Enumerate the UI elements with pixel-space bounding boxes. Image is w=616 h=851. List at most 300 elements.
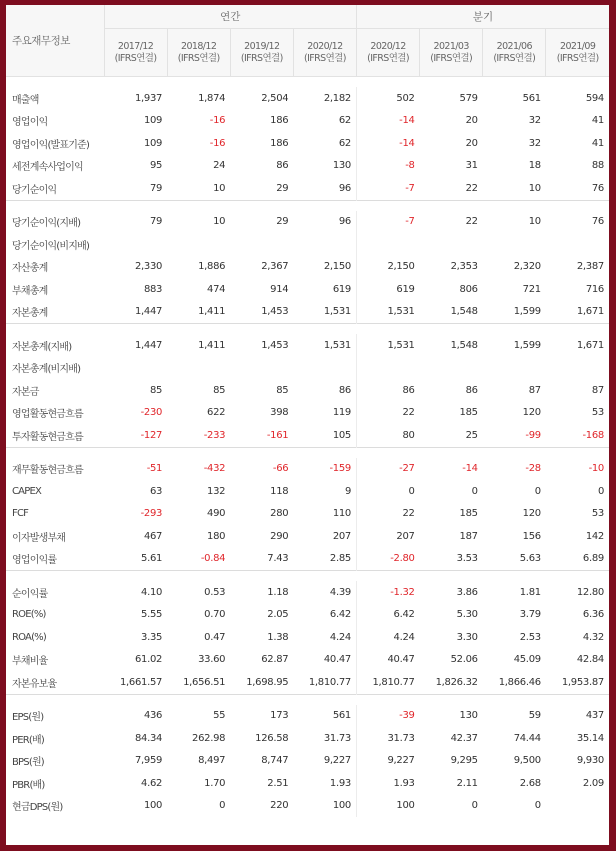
value-cell: 0 (534, 485, 541, 497)
value-cell: 126.58 (255, 732, 289, 744)
value-cell: 2,150 (293, 256, 356, 279)
value-cell: 2,150 (387, 261, 415, 273)
row-label-header: 주요재무정보 (6, 5, 104, 77)
value-cell: 130 (459, 710, 478, 722)
value-cell: 29 (276, 216, 289, 228)
group-spacer-cell (6, 77, 609, 88)
value-cell: 40.47 (387, 654, 415, 666)
table-row (6, 424, 609, 447)
table-row (6, 525, 609, 548)
value-cell: 436 (143, 710, 163, 722)
value-cell: 20 (465, 137, 478, 149)
value-cell: 1,548 (450, 306, 478, 318)
value-cell: 0 (219, 800, 226, 812)
period-basis: (IFRS연결) (430, 52, 473, 64)
value-cell: 41 (591, 137, 604, 149)
value-cell: 207 (293, 525, 356, 548)
table-row (6, 548, 609, 571)
value-cell: 9,930 (576, 755, 604, 767)
value-cell: -14 (462, 463, 478, 475)
value-cell: 110 (293, 503, 356, 526)
table-row (6, 357, 609, 380)
value-cell: 61.02 (134, 654, 163, 666)
table-row (6, 503, 609, 526)
value-cell: -99 (525, 429, 541, 441)
table-row (6, 705, 609, 728)
value-cell: 0.53 (204, 586, 226, 598)
value-cell: 2.53 (519, 631, 541, 643)
value-cell: 95 (150, 160, 163, 172)
table-row (6, 278, 609, 301)
value-cell: 25 (465, 429, 478, 441)
value-cell: 1.18 (267, 586, 289, 598)
value-cell: 109 (143, 137, 163, 149)
value-cell: 3.79 (519, 609, 541, 621)
row-name: 자산총계 (12, 263, 48, 275)
row-name: 자본총계 (12, 308, 48, 320)
value-cell: 1,531 (293, 334, 356, 357)
table-row (6, 87, 609, 110)
value-cell: -39 (399, 710, 415, 722)
value-cell: 437 (585, 710, 604, 722)
period-header (293, 29, 356, 77)
value-cell: 105 (293, 424, 356, 447)
value-cell: 2.05 (267, 609, 289, 621)
value-cell: 883 (143, 283, 163, 295)
value-cell: 119 (293, 402, 356, 425)
table-row (6, 581, 609, 604)
period-date: 2020/12 (370, 40, 406, 52)
value-cell: 1,874 (198, 92, 226, 104)
value-cell: 2,182 (293, 87, 356, 110)
period-basis: (IFRS연결) (556, 52, 599, 64)
table-row (6, 604, 609, 627)
value-cell: 0.47 (204, 631, 226, 643)
value-cell: 467 (143, 530, 163, 542)
value-cell: 2,504 (261, 92, 289, 104)
value-cell: 0 (408, 485, 415, 497)
value-cell: 1,953.87 (561, 676, 604, 688)
value-cell: 22 (402, 508, 415, 520)
value-cell: 398 (270, 407, 289, 419)
value-cell: 1,656.51 (183, 676, 226, 688)
row-name: 자본총계(지배) (12, 341, 72, 353)
table-row (6, 649, 609, 672)
value-cell: 280 (270, 508, 289, 520)
value-cell: 1,937 (134, 92, 163, 104)
value-cell: 207 (396, 530, 415, 542)
period-date: 2021/03 (433, 40, 469, 52)
value-cell: 45.09 (513, 654, 541, 666)
value-cell: 85 (150, 384, 163, 396)
period-date: 2019/12 (244, 40, 280, 52)
value-cell: 0 (471, 485, 478, 497)
group-spacer (6, 694, 609, 705)
value-cell: 96 (293, 211, 356, 234)
value-cell: 87 (591, 384, 604, 396)
value-cell: 2,367 (261, 261, 289, 273)
row-name: 자본금 (12, 386, 39, 398)
value-cell: -293 (140, 508, 163, 520)
period-header (167, 29, 230, 77)
value-cell: 1,531 (293, 301, 356, 324)
table-row (6, 458, 609, 481)
value-cell: 52.06 (450, 654, 478, 666)
value-cell: -432 (203, 463, 226, 475)
value-cell: -7 (405, 216, 415, 228)
period-basis: (IFRS연결) (114, 52, 157, 64)
value-cell: 2,387 (576, 261, 604, 273)
value-cell: 1,411 (198, 339, 226, 351)
value-cell: 0.70 (204, 609, 226, 621)
group-spacer (6, 77, 609, 88)
value-cell (104, 233, 167, 256)
value-cell: 594 (585, 92, 604, 104)
value-cell: 490 (207, 508, 226, 520)
value-cell: 186 (270, 137, 289, 149)
table-header (6, 5, 609, 77)
value-cell (293, 233, 356, 256)
value-cell: 806 (459, 283, 478, 295)
value-cell: 85 (276, 384, 289, 396)
value-cell: 12.80 (576, 586, 604, 598)
value-cell: 561 (293, 705, 356, 728)
period-basis: (IFRS연결) (303, 52, 346, 64)
value-cell: 1.81 (519, 586, 541, 598)
table-row (6, 211, 609, 234)
value-cell: 63 (150, 485, 163, 497)
group-spacer-cell (6, 694, 609, 705)
value-cell (546, 233, 609, 256)
value-cell: 100 (293, 795, 356, 818)
row-name: 영업활동현금흐름 (12, 409, 83, 421)
period-header (104, 29, 167, 77)
value-cell: 5.30 (456, 609, 478, 621)
value-cell (483, 233, 546, 256)
value-cell: 220 (270, 800, 289, 812)
value-cell: 4.62 (141, 777, 163, 789)
row-name: 자본총계(비지배) (12, 364, 81, 376)
value-cell: 42.37 (450, 732, 478, 744)
value-cell: -159 (293, 458, 356, 481)
value-cell: 120 (522, 508, 541, 520)
value-cell: 1,447 (134, 339, 163, 351)
value-cell: 142 (585, 530, 604, 542)
value-cell: 1,826.32 (435, 676, 478, 688)
value-cell: 1,671 (576, 306, 604, 318)
financial-summary-panel (6, 5, 609, 845)
value-cell: 4.39 (293, 581, 356, 604)
table-row (6, 233, 609, 256)
value-cell: 5.55 (141, 609, 163, 621)
value-cell: 10 (528, 216, 541, 228)
value-cell: 2.51 (267, 777, 289, 789)
value-cell: 7.43 (267, 553, 289, 565)
value-cell: 1,531 (387, 306, 415, 318)
value-cell: 1,599 (513, 306, 541, 318)
value-cell: 6.42 (393, 609, 415, 621)
table-row (6, 750, 609, 773)
value-cell: 3.86 (456, 586, 478, 598)
value-cell (357, 357, 420, 380)
value-cell: -1.32 (390, 586, 415, 598)
row-name: ROA(%) (12, 631, 46, 643)
value-cell: 1,866.46 (498, 676, 541, 688)
value-cell: 40.47 (293, 649, 356, 672)
period-date: 2020/12 (307, 40, 343, 52)
value-cell: 5.61 (141, 553, 163, 565)
value-cell: -168 (582, 429, 604, 441)
value-cell: 1,886 (198, 261, 226, 273)
value-cell: 2,353 (450, 261, 478, 273)
table-row (6, 727, 609, 750)
value-cell: 1,599 (513, 339, 541, 351)
value-cell: 1,810.77 (293, 671, 356, 694)
value-cell: 86 (402, 384, 415, 396)
value-cell: 185 (459, 508, 478, 520)
value-cell: 474 (207, 283, 226, 295)
value-cell: 74.44 (513, 732, 541, 744)
value-cell: -27 (399, 463, 415, 475)
value-cell (230, 357, 293, 380)
table-row (6, 626, 609, 649)
value-cell: 31.73 (387, 732, 415, 744)
value-cell: -233 (203, 429, 226, 441)
row-name: 현금DPS(원) (12, 802, 63, 814)
table-row (6, 379, 609, 402)
group-spacer (6, 200, 609, 211)
period-basis: (IFRS연결) (493, 52, 536, 64)
value-cell (420, 233, 483, 256)
value-cell: 59 (528, 710, 541, 722)
table-row (6, 177, 609, 200)
value-cell: 20 (465, 115, 478, 127)
period-header (483, 29, 546, 77)
table-row (6, 256, 609, 279)
value-cell (104, 357, 167, 380)
value-cell: 0 (471, 800, 478, 812)
row-name: 부채총계 (12, 285, 48, 297)
row-name: CAPEX (12, 485, 42, 497)
value-cell: 180 (207, 530, 226, 542)
value-cell (546, 357, 609, 380)
value-cell: 32 (528, 115, 541, 127)
value-cell: 9,227 (293, 750, 356, 773)
value-cell (230, 233, 293, 256)
value-cell: 86 (465, 384, 478, 396)
group-spacer-cell (6, 324, 609, 335)
value-cell: -230 (140, 407, 163, 419)
value-cell: 10 (528, 182, 541, 194)
value-cell: 5.63 (519, 553, 541, 565)
period-date: 2021/06 (496, 40, 532, 52)
period-header (546, 29, 609, 77)
value-cell: 262.98 (192, 732, 226, 744)
value-cell: 290 (270, 530, 289, 542)
value-cell: 9 (293, 480, 356, 503)
period-basis: (IFRS연결) (367, 52, 409, 64)
row-name: 재무활동현금흐름 (12, 465, 83, 477)
table-row (6, 110, 609, 133)
value-cell: 10 (213, 182, 226, 194)
value-cell (167, 233, 230, 256)
value-cell: 18 (528, 160, 541, 172)
value-cell: 1.70 (204, 777, 226, 789)
value-cell: 4.32 (582, 631, 604, 643)
group-spacer-cell (6, 447, 609, 458)
value-cell: 62.87 (261, 654, 289, 666)
row-name: ROE(%) (12, 609, 46, 621)
value-cell: 85 (213, 384, 226, 396)
period-header (230, 29, 293, 77)
value-cell (357, 233, 420, 256)
value-cell (293, 357, 356, 380)
row-name: 영업이익 (12, 117, 48, 129)
value-cell: 2,330 (134, 261, 163, 273)
period-header (420, 29, 483, 77)
table-row (6, 132, 609, 155)
value-cell (483, 357, 546, 380)
value-cell: 8,747 (261, 755, 289, 767)
value-cell: 109 (143, 115, 163, 127)
table-row (6, 671, 609, 694)
period-date: 2021/09 (560, 40, 596, 52)
value-cell: 96 (293, 177, 356, 200)
value-cell: 1,671 (576, 339, 604, 351)
period-date: 2018/12 (181, 40, 217, 52)
value-cell: 622 (207, 407, 226, 419)
row-name: 이자발생부채 (12, 532, 66, 544)
table-row (6, 480, 609, 503)
value-cell: 29 (276, 182, 289, 194)
row-name: 자본유보율 (12, 678, 57, 690)
value-cell: -127 (140, 429, 163, 441)
value-cell: 1,447 (134, 306, 163, 318)
value-cell: 716 (585, 283, 604, 295)
financial-table (6, 5, 609, 817)
value-cell: -16 (209, 137, 226, 149)
period-header (357, 29, 420, 77)
value-cell: 9,295 (450, 755, 478, 767)
table-row (6, 402, 609, 425)
value-cell: 1,810.77 (372, 676, 415, 688)
value-cell: -2.80 (390, 553, 415, 565)
value-cell: 619 (293, 278, 356, 301)
value-cell: 721 (522, 283, 541, 295)
value-cell: -28 (525, 463, 541, 475)
value-cell: 22 (465, 182, 478, 194)
value-cell: 53 (591, 407, 604, 419)
quarterly-group-header: 분기 (357, 5, 610, 29)
value-cell: 10 (213, 216, 226, 228)
value-cell: 3.30 (456, 631, 478, 643)
value-cell: 1,453 (261, 339, 289, 351)
value-cell: 42.84 (576, 654, 604, 666)
value-cell: 2.85 (293, 548, 356, 571)
value-cell: 22 (465, 216, 478, 228)
value-cell: 9,500 (513, 755, 541, 767)
value-cell: 1,531 (387, 339, 415, 351)
value-cell: 1,453 (261, 306, 289, 318)
value-cell: 1,661.57 (119, 676, 163, 688)
row-name: 영업이익률 (12, 555, 57, 567)
value-cell: 1.38 (267, 631, 289, 643)
value-cell: -51 (146, 463, 163, 475)
value-cell: 24 (213, 160, 226, 172)
value-cell: 3.53 (456, 553, 478, 565)
value-cell: 86 (276, 160, 289, 172)
value-cell: 8,497 (198, 755, 226, 767)
value-cell: 31.73 (293, 727, 356, 750)
value-cell: -161 (266, 429, 289, 441)
value-cell: 0 (534, 800, 541, 812)
value-cell: 619 (396, 283, 415, 295)
table-row (6, 301, 609, 324)
value-cell: 79 (150, 216, 163, 228)
row-name: 영업이익(발표기준) (12, 139, 90, 151)
value-cell: 86 (293, 379, 356, 402)
value-cell: -10 (588, 463, 604, 475)
value-cell: 88 (591, 160, 604, 172)
value-cell: 4.10 (141, 586, 163, 598)
value-cell: 1.93 (393, 777, 415, 789)
value-cell: 6.89 (582, 553, 604, 565)
value-cell: 561 (522, 92, 541, 104)
table-row (6, 795, 609, 818)
value-cell: 4.24 (393, 631, 415, 643)
value-cell: 55 (213, 710, 226, 722)
value-cell: 156 (522, 530, 541, 542)
value-cell: 187 (459, 530, 478, 542)
value-cell: 31 (465, 160, 478, 172)
row-name: 당기순이익(지배) (12, 218, 81, 230)
value-cell: 79 (150, 182, 163, 194)
value-cell: 120 (522, 407, 541, 419)
row-name: BPS(원) (12, 757, 44, 769)
value-cell: 100 (396, 800, 415, 812)
row-name: 투자활동현금흐름 (12, 431, 83, 443)
value-cell: 132 (207, 485, 226, 497)
value-cell: -66 (272, 463, 289, 475)
row-name: 부채비율 (12, 656, 48, 668)
value-cell: 62 (293, 110, 356, 133)
value-cell: 100 (143, 800, 163, 812)
value-cell: 186 (270, 115, 289, 127)
value-cell: 3.35 (141, 631, 163, 643)
table-row (6, 155, 609, 178)
value-cell: 2.68 (519, 777, 541, 789)
value-cell: 185 (459, 407, 478, 419)
value-cell: 22 (402, 407, 415, 419)
value-cell: 33.60 (198, 654, 226, 666)
value-cell: 53 (591, 508, 604, 520)
value-cell: 84.34 (134, 732, 163, 744)
value-cell: 62 (293, 132, 356, 155)
value-cell: 41 (591, 115, 604, 127)
row-name: 세전계속사업이익 (12, 162, 83, 174)
value-cell (420, 357, 483, 380)
value-cell: 35.14 (576, 732, 604, 744)
period-date: 2017/12 (117, 40, 154, 52)
annual-group-header: 연간 (104, 5, 356, 29)
row-name: PBR(배) (12, 779, 45, 791)
period-basis: (IFRS연결) (240, 52, 283, 64)
value-cell: 1,698.95 (246, 676, 289, 688)
group-spacer-cell (6, 571, 609, 582)
value-cell: 6.36 (582, 609, 604, 621)
value-cell: 9,227 (387, 755, 415, 767)
table-row (6, 772, 609, 795)
